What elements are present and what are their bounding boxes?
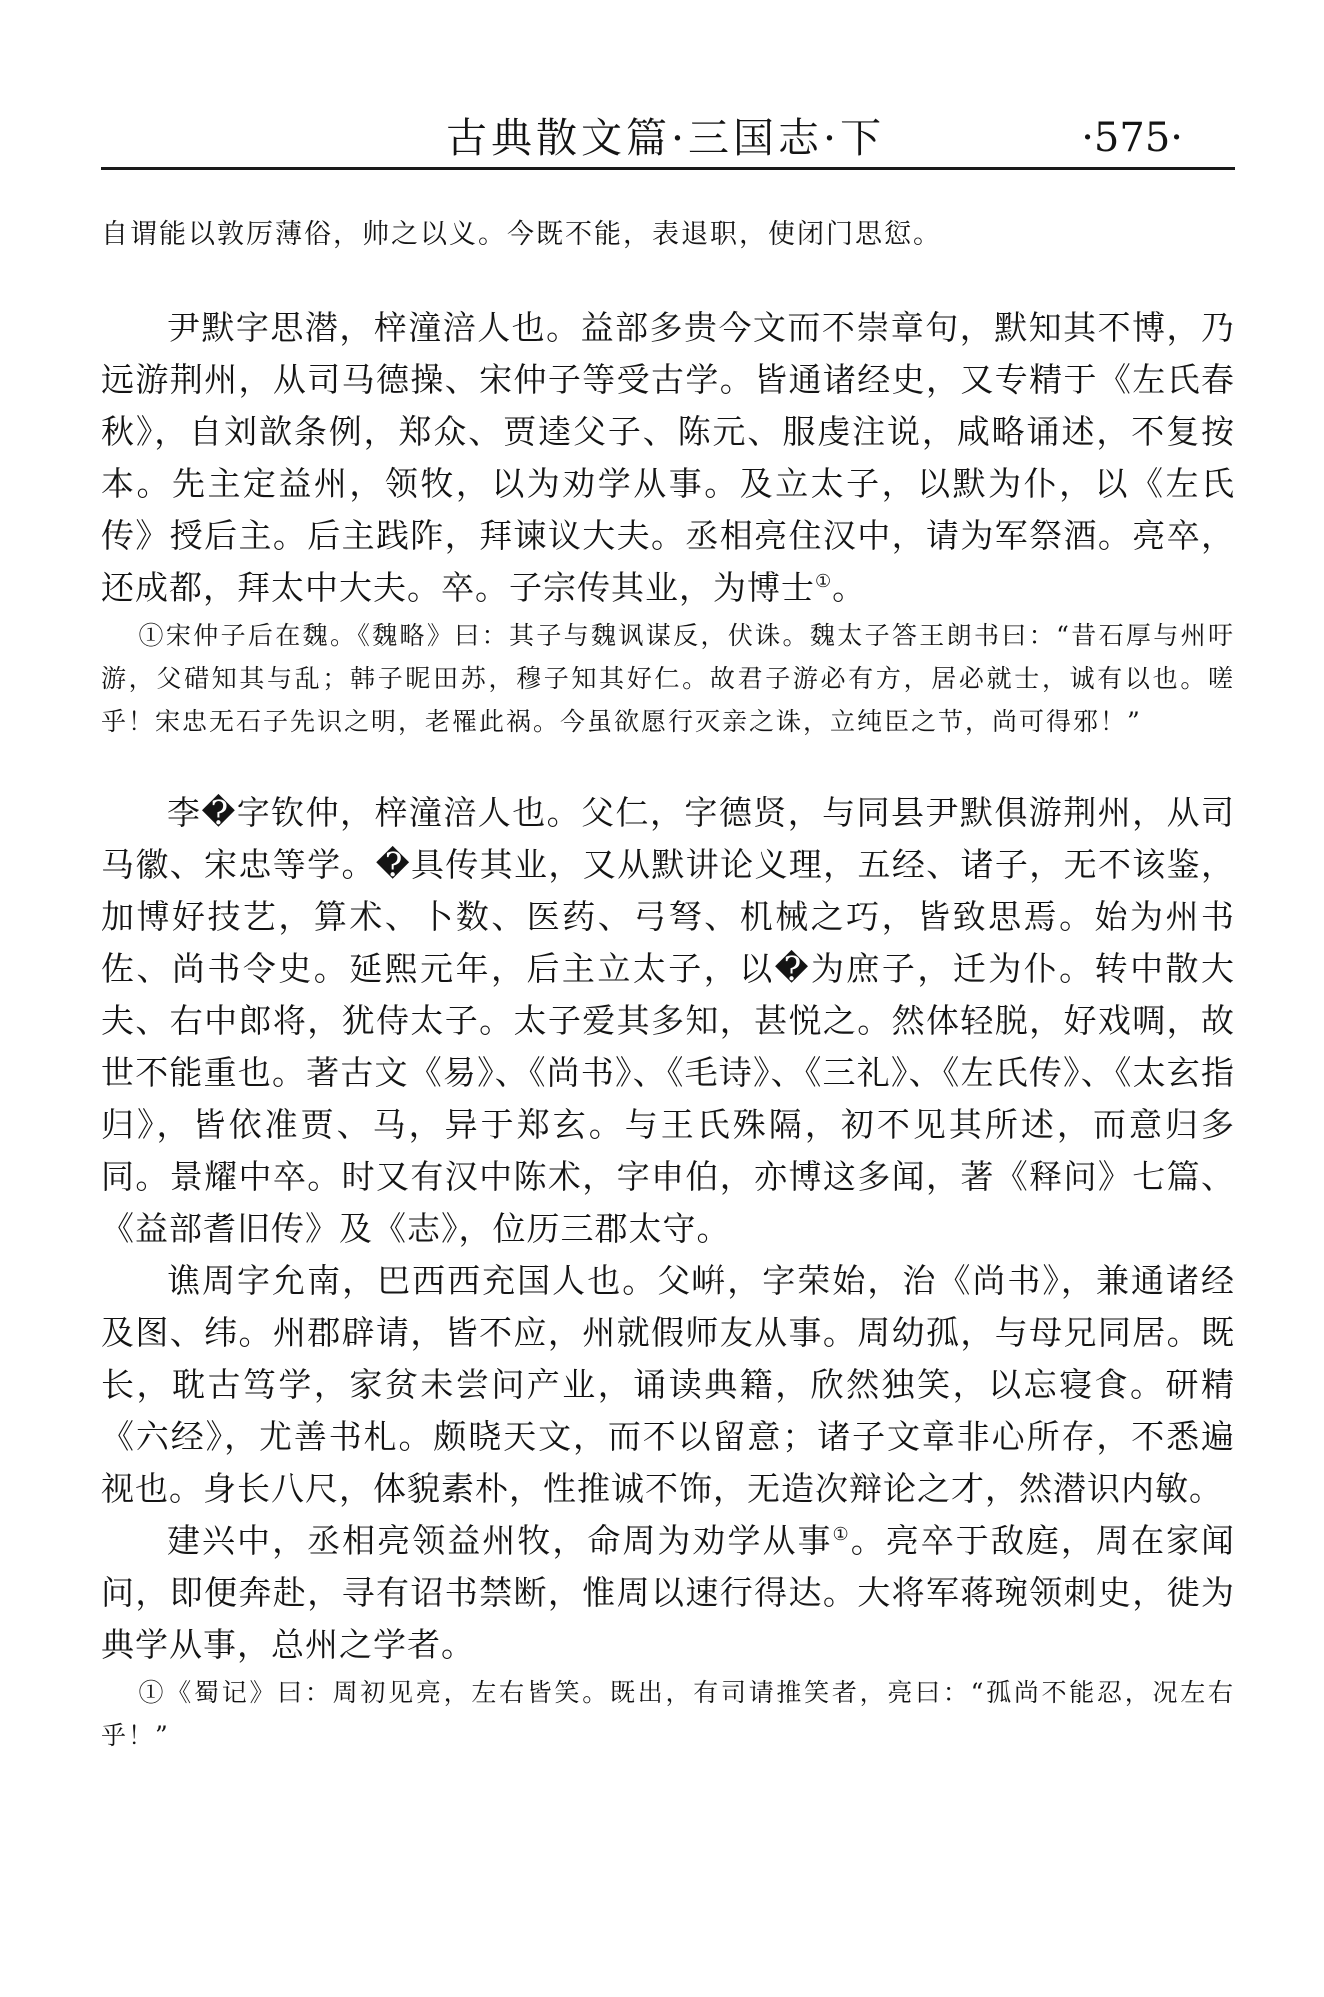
running-title: 古典散文篇·三国志·下 <box>446 114 886 162</box>
section-spacer <box>101 743 1235 787</box>
paragraph-jianxing <box>101 1515 1235 1671</box>
footnote-song-zhongzi: ①宋仲子后在魏。《魏略》曰：其子与魏讽谋反，伏诛。魏太子答王朗书曰：“昔石厚与州吁游，父碏知其与乱；韩子昵田苏，穆子知其好仁。故君子游必有方，居必就士，诚有以也。嗟乎！宋忠无石子先识之明，老罹此祸。今虽欲愿行灭亲之诛，立纯臣之节，尚可得邪！” <box>101 621 1235 736</box>
paragraph-li-zhuan: 李�字钦仲，梓潼涪人也。父仁，字德贤，与同县尹默俱游荆州，从司马徽、宋忠等学。�具传其业，又从默讲论义理，五经、诸子，无不该鉴，加博好技艺，算术、卜数、医药、弓弩、机械之巧，皆致思焉。始为州书佐、尚书令史。延熙元年，后主立太子，以�为庶子，迁为仆。转中散大夫、右中郎将，犹侍太子。太子爱其多知，甚悦之。然体轻脱，好戏啁，故世不能重也。著古文《易》、《尚书》、《毛诗》、《三礼》、《左氏传》、《太玄指归》，皆依准贾、马，异于郑玄。与王氏殊隔，初不见其所述，而意归多同。景耀中卒。时又有汉中陈术，字申伯，亦博这多闻，著《释问》七篇、《益部耆旧传》及《志》，位历三郡太守。 <box>101 793 1235 1248</box>
footnote-shu-ji: ①《蜀记》曰：周初见亮，左右皆笑。既出，有司请推笑者，亮曰：“孤尚不能忍，况左右乎！” <box>101 1678 1235 1750</box>
paragraph-yin-mo <box>101 302 1235 614</box>
paragraph-jianxing-text: 建兴中，丞相亮领益州牧，命周为劝学从事 <box>167 1521 833 1560</box>
page-header <box>101 108 1235 170</box>
section-spacer <box>101 258 1235 302</box>
footnote-mark: ① <box>832 1524 851 1545</box>
paragraph-continued: 自谓能以敦厉薄俗，帅之以义。今既不能，表退职，使闭门思愆。 <box>101 219 942 250</box>
paragraph-yin-mo-text: 尹默字思潜，梓潼涪人也。益部多贵今文而不崇章句，默知其不博，乃远游荆州，从司马德操、宋仲子等受古学。皆通诸经史，又专精于《左氏春秋》，自刘歆条例，郑众、贾逵父子、陈元、服虔注说，咸略诵述，不复按本。先主定益州，领牧，以为劝学从事。及立太子，以默为仆，以《左氏传》授后主。后主践阼，拜谏议大夫。丞相亮住汉中，请为军祭酒。亮卒，还成都，拜太中大夫。卒。子宗传其业，为博士 <box>101 308 1235 607</box>
paragraph-jianxing-tail: 。亮卒于敌庭，周在家闻问，即便奔赴，寻有诏书禁断，惟周以速行得达。大将军蒋琬领刺史，徙为典学从事，总州之学者。 <box>101 1521 1235 1664</box>
footnote-mark: ① <box>815 571 833 592</box>
page-number: ·575· <box>1081 115 1183 161</box>
paragraph-yin-mo-tail: 。 <box>832 568 867 607</box>
page-body <box>101 212 1235 1757</box>
header-rule <box>101 167 1235 170</box>
paragraph-qiao-zhou: 谯周字允南，巴西西充国人也。父𡸫，字荣始，治《尚书》，兼通诸经及图、纬。州郡辟请，皆不应，州就假师友从事。周幼孤，与母兄同居。既长，耽古笃学，家贫未尝问产业，诵读典籍，欣然独笑，以忘寝食。研精《六经》，尤善书札。颇晓天文，而不以留意；诸子文章非心所存，不悉遍视也。身长八尺，体貌素朴，性推诚不饰，无造次辩论之才，然潜识内敏。 <box>101 1261 1235 1508</box>
